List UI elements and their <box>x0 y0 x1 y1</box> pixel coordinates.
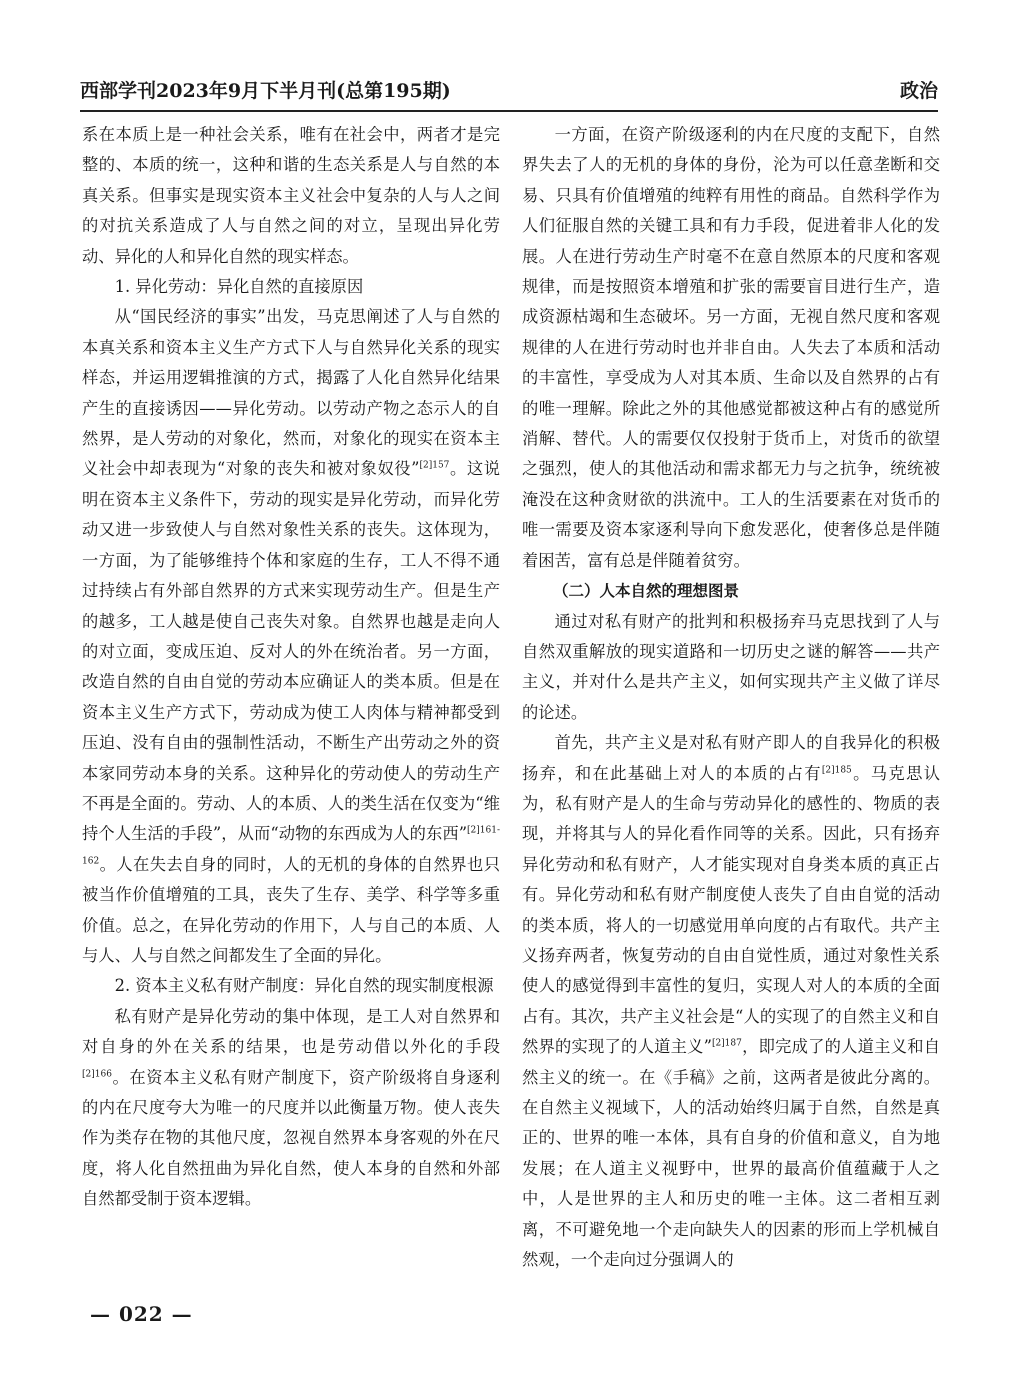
citation: [2]157 <box>419 461 450 472</box>
citation: [2]166 <box>82 1069 112 1080</box>
citation: [2]187 <box>711 1038 742 1049</box>
paragraph <box>82 302 500 971</box>
subsection-heading: 1. 异化劳动：异化自然的直接原因 <box>114 277 364 297</box>
section-label: 政治 <box>899 80 938 102</box>
paragraph <box>522 728 940 1275</box>
subsection-heading: 2. 资本主义私有财产制度：异化自然的现实制度根源 <box>114 976 494 996</box>
paragraph-text: ，即完成了的人道主义和自然主义的统一。在《手稿》之前，这两者是彼此分离的。在自然主义视域下，人的活动始终归属于自然，自然是真正的、世界的唯一本体，具有自身的价值和意义，自为地发展；在人道主义视野中，世界的最高价值蕴藏于人之中，人是世界的主人和历史的唯一主体。这二者相互剥离，不可避免地一个走向缺失人的因素的形而上学机械自然观，一个走向过分强调人的 <box>522 1037 940 1270</box>
paragraph-text: 。人在失去自身的同时，人的无机的身体的自然界也只被当作价值增殖的工具，丧失了生存、美学、科学等多重价值。总之，在异化劳动的作用下，人与自己的本质、人与人、人与自然之间都发生了全面的异化。 <box>82 854 500 965</box>
right-column <box>522 120 940 1300</box>
paragraph-text: 。这说明在资本主义条件下，劳动的现实是异化劳动，而异化劳动又进一步致使人与自然对象性关系的丧失。这体现为，一方面，为了能够维持个体和家庭的生存，工人不得不通过持续占有外部自然界的方式来实现劳动生产。但是生产的越多，工人越是使自己丧失对象。自然界也越是走向人的对立面，变成压迫、反对人的外在统治者。另一方面，改造自然的自由自觉的劳动本应确证人的类本质。但是在资本主义生产方式下，劳动成为使工人肉体与精神都受到压迫、没有自由的强制性活动，不断生产出劳动之外的资本家同劳动本身的关系。这种异化的劳动使人的劳动生产不再是全面的。劳动、人的本质、人的类生活在仅变为“维持个人生活的手段”，从而“动物的东西成为人的东西” <box>82 459 500 844</box>
paragraph-text: 。在资本主义私有财产制度下，资产阶级将自身逐利的内在尺度夸大为唯一的尺度并以此衡量万物。使人丧失作为类存在物的其他尺度，忽视自然界本身客观的外在尺度，将人化自然扭曲为异化自然，使人本身的自然和外部自然都受制于资本逻辑。 <box>82 1067 500 1209</box>
section-heading: （二）人本自然的理想图景 <box>553 582 740 601</box>
running-header <box>80 70 938 112</box>
page-number: — 022 — <box>90 1302 193 1326</box>
paragraph-text: 私有财产是异化劳动的集中体现，是工人对自然界和对自身的外在关系的结果，也是劳动借以外化的手段 <box>82 1006 500 1057</box>
paragraph-text: 从“国民经济的事实”出发，马克思阐述了人与自然的本真关系和资本主义生产方式下人与自然异化关系的现实样态，并运用逻辑推演的方式，揭露了人化自然异化结果产生的直接诱因——异化劳动。以劳动产物之态示人的自然界，是人劳动的对象化，然而，对象化的现实在资本主义社会中却表现为“对象的丧失和被对象奴役” <box>82 307 500 479</box>
paragraph: 一方面，在资产阶级逐利的内在尺度的支配下，自然界失去了人的无机的身体的身份，沦为可以任意垄断和交易、只具有价值增殖的纯粹有用性的商品。自然科学作为人们征服自然的关键工具和有力手段，促进着非人化的发展。人在进行劳动生产时毫不在意自然原本的尺度和客观规律，而是按照资本增殖和扩张的需要盲目进行生产，造成资源枯竭和生态破坏。另一方面，无视自然尺度和客观规律的人在进行劳动时也并非自由。人失去了本质和活动的丰富性，享受成为人对其本质、生命以及自然界的占有的唯一理解。除此之外的其他感觉都被这种占有的感觉所消解、替代。人的需要仅仅投射于货币上，对货币的欲望之强烈，使人的其他活动和需求都无力与之抗争，统统被淹没在这种贪财欲的洪流中。工人的生活要素在对货币的唯一需要及资本家逐利导向下愈发恶化，使奢侈总是伴随着困苦，富有总是伴随着贫穷。 <box>522 125 940 570</box>
left-column <box>82 120 500 1300</box>
paragraph-text: 。马克思认为，私有财产是人的生命与劳动异化的感性的、物质的表现，并将其与人的异化看作同等的关系。因此，只有扬弃异化劳动和私有财产，人才能实现对自身类本质的真正占有。异化劳动和私有财产制度使人丧失了自由自觉的活动的类本质，将人的一切感觉用单向度的占有取代。共产主义扬弃两者，恢复劳动的自由自觉性质，通过对象性关系使人的感觉得到丰富性的复归，实现人对人的本质的全面占有。其次，共产主义社会是“人的实现了的自然主义和自然界的实现了的人道主义” <box>522 763 940 1057</box>
paragraph: 通过对私有财产的批判和积极扬弃马克思找到了人与自然双重解放的现实道路和一切历史之谜的解答——共产主义，并对什么是共产主义，如何实现共产主义做了详尽的论述。 <box>522 611 940 722</box>
citation: [2]161-162 <box>82 825 500 867</box>
citation: [2]185 <box>821 765 852 776</box>
paragraph: 系在本质上是一种社会关系，唯有在社会中，两者才是完整的、本质的统一，这种和谐的生态关系是人与自然的本真关系。但事实是现实资本主义社会中复杂的人与人之间的对抗关系造成了人与自然之间的对立，呈现出异化劳动、异化的人和异化自然的现实样态。 <box>82 125 500 266</box>
journal-title: 西部学刊2023年9月下半月刊(总第195期) <box>80 80 451 102</box>
paragraph-text: 首先，共产主义是对私有财产即人的自我异化的积极扬弃，和在此基础上对人的本质的占有 <box>522 733 940 783</box>
paragraph <box>82 1002 500 1215</box>
